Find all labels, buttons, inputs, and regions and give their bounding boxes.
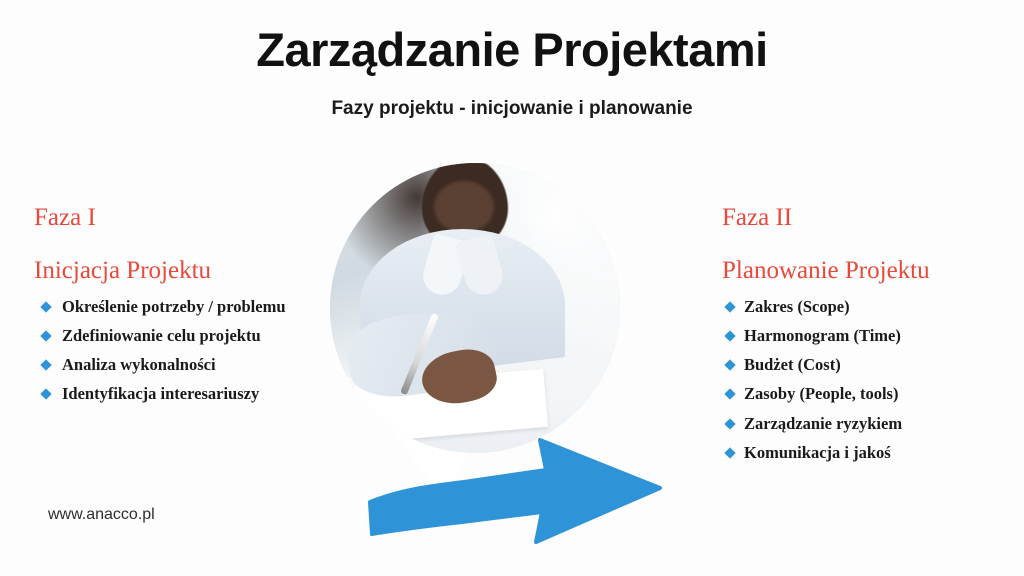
list-item-label: Określenie potrzeby / problemu [62, 297, 286, 316]
list-item [34, 297, 364, 318]
website-url: www.anacco.pl [48, 506, 155, 523]
face-shape [434, 181, 494, 233]
list-item [722, 414, 1022, 435]
diamond-bullet-icon [724, 447, 735, 458]
list-item [34, 384, 364, 405]
list-item [722, 443, 1022, 464]
list-item-label: Zdefiniowanie celu projektu [62, 326, 261, 346]
phase-one-column [34, 205, 364, 414]
person-writing-notes-photo [330, 163, 620, 453]
phase-one-bullet-list [34, 297, 364, 405]
diamond-bullet-icon [724, 389, 735, 400]
list-item-label: Harmonogram (Time) [744, 326, 901, 346]
list-item-label: Zarządzanie ryzykiem [744, 413, 903, 433]
diamond-bullet-icon [724, 418, 735, 429]
diamond-bullet-icon [724, 360, 735, 371]
list-item [722, 297, 1022, 318]
list-item [34, 326, 364, 347]
list-item-label: Identyfikacja interesariuszy [62, 384, 260, 404]
list-item-label: Komunikacja i jakoś [744, 442, 891, 462]
diamond-bullet-icon [724, 301, 735, 312]
phase-two-column [722, 205, 1022, 472]
diamond-bullet-icon [40, 360, 51, 371]
page-subtitle: Fazy projektu - inicjowanie i planowanie [331, 98, 693, 119]
photo-bubble [330, 163, 620, 453]
diamond-bullet-icon [724, 330, 735, 341]
bubble-shape [330, 163, 620, 453]
phase-two-label: Faza II [722, 204, 793, 231]
phase-one-label: Faza I [34, 204, 96, 231]
list-item-label: Zasoby (People, tools) [744, 384, 899, 404]
list-item-label: Analiza wykonalności [62, 355, 216, 375]
phase-two-name: Planowanie Projektu [722, 257, 930, 284]
list-item [722, 384, 1022, 405]
page-title: Zarządzanie Projektami [256, 23, 768, 76]
phase-two-bullet-list [722, 297, 1022, 463]
right-arrow-icon [360, 430, 680, 550]
list-item-label: Zakres (Scope) [744, 297, 850, 316]
diamond-bullet-icon [40, 330, 51, 341]
list-item [722, 326, 1022, 347]
list-item [34, 355, 364, 376]
list-item-label: Budżet (Cost) [744, 355, 841, 375]
list-item [722, 355, 1022, 376]
phase-one-name: Inicjacja Projektu [34, 257, 212, 284]
diamond-bullet-icon [40, 389, 51, 400]
diamond-bullet-icon [40, 301, 51, 312]
